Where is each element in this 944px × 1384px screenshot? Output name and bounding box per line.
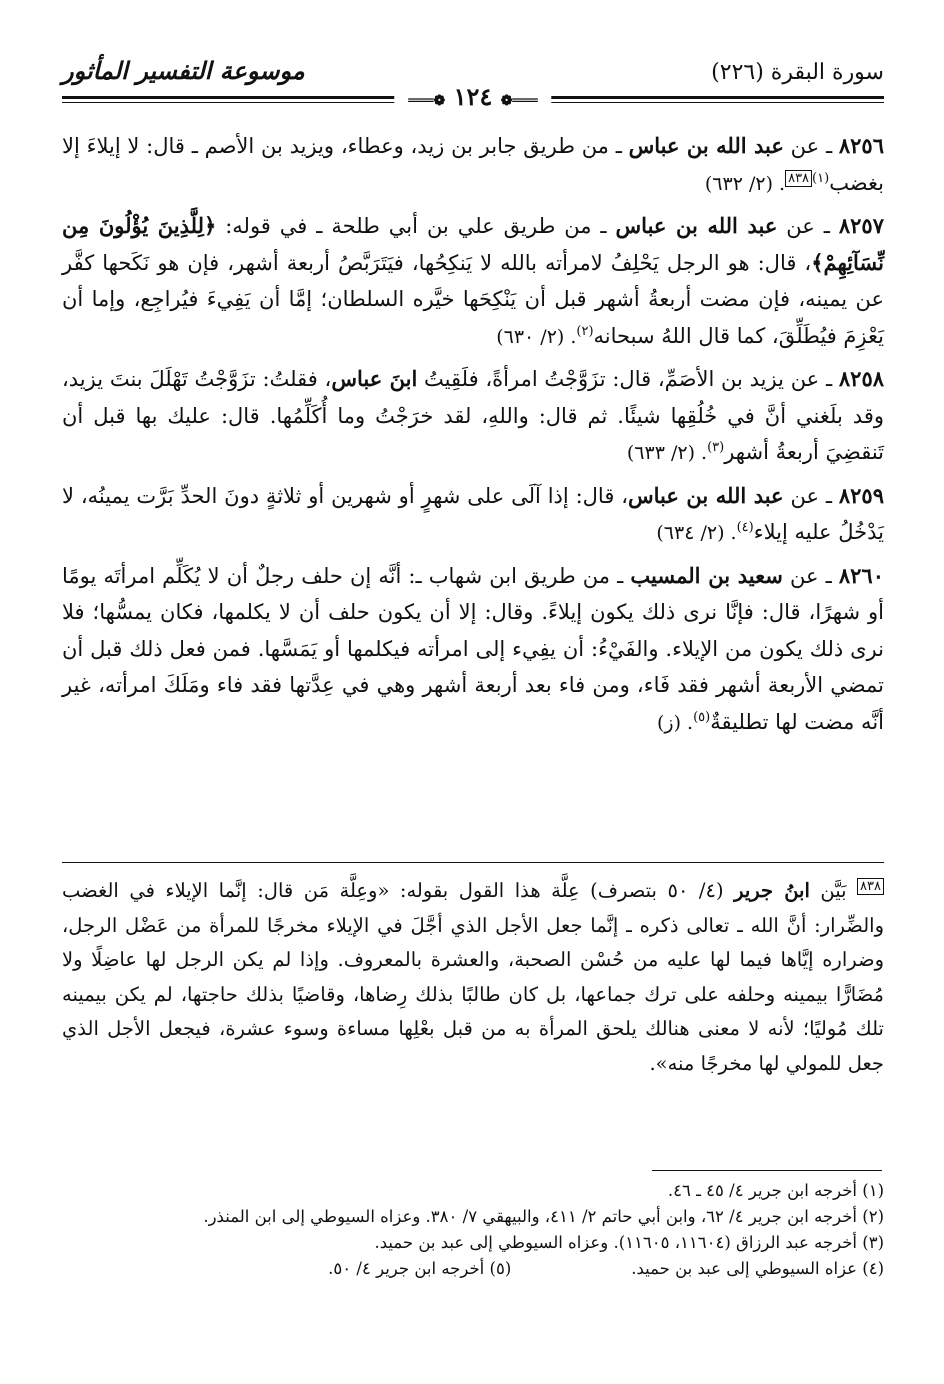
footnote-marker: (٢) (576, 323, 594, 339)
narration-text: ـ عن يزيد بن الأصَمِّ، قال: تزَوَّجْتُ امرأةً، فلَقِيتُ (417, 367, 839, 391)
narrator-name: ابنَ عباس (331, 366, 418, 391)
footnote-marker: (٥) (693, 709, 711, 725)
narration (62, 478, 884, 552)
narration-text: ـ من طريق علي بن أبي طلحة ـ في قوله: (216, 214, 616, 238)
commentary-ref-box: ٨٣٨ (857, 878, 884, 895)
narration-text: ، قال: إذا آلَى على شهرٍ أو شهرين أو ثلاثةٍ دونَ الحدِّ بَرَّت يمينُه، لا يَدْخُلُ عليه إيلاء (62, 483, 884, 544)
narration-text: ـ عن (777, 214, 839, 238)
footnote-row (62, 1256, 884, 1282)
narrator-name: عبد الله بن عباس (628, 133, 784, 158)
narration-number: ٨٢٥٩ (838, 482, 884, 508)
footnote: (٥) أخرجه ابن جرير ٤/ ٥٠. (328, 1259, 512, 1278)
quran-verse: ﴿لِلَّذِينَ يُؤْلُونَ مِن نِّسَآئِهِمْ﴾ (62, 213, 884, 275)
narration-text: ، فقلتُ: تزَوَّجْتُ تَهْلَلَ بنتَ يزيد، وقد بلَغني أنَّ في خُلُقِها شيئًا. ثم قال: واللهِ، لقد خرَجْتُ وما أُكَلِّمُها. قال: عليك بها قبل أن تَنقضِيَ أربعةُ أشهر (62, 367, 884, 464)
source-ref: . (ز) (657, 711, 694, 734)
book-title: موسوعة التفسير المأثور (62, 56, 305, 85)
commentary-text: (٤/ ٥٠ بتصرف) عِلَّة هذا القول بقوله: «وعِلَّة مَن قال: إنَّما الإيلاء في الغضب والضِّرار: أنَّ الله ـ تعالى ذكره ـ إنَّما جعل الأجل الذي أجَّلَ في الإيلاء مخرجًا للمرأة من عَضْل الرجل، وضراره إيَّاها فيما لها عليه من حُسْن الصحبة، والعشرة بالمعروف. وإذا لم يكن الرجل لها عاضِلًا ولا مُضَارًّا بيمينه وحلفه على ترك جماعها، بل كان طالبًا بذلك رِضاها، وقاضيًا بذلك حاجتها، لم يكن بيمينه تلك مُوليًا؛ لأنه لا معنى هنالك يلحق المرأة به من قبل بعْلِها مساءة وسوء عشرة، فيجعل الأجل الذي جعل للمولي لها مخرجًا منه». (62, 879, 884, 1075)
surah-title: سورة البقرة (٢٢٦) (711, 60, 884, 85)
footnote-marker: (٣) (707, 440, 725, 455)
source-ref: . (٢/ ٦٣٠) (496, 325, 577, 348)
narration-text: ، قال: هو الرجل يَحْلِفُ لامرأته بالله لا يَنكِحُها، فيَتَرَبَّصُ أربعة أشهر، فإن هو نَكَحها كفَّر عن يمينه، فإن مضت أربعةُ أشهر قبل أن يَنْكِحَها خيَّره السلطان؛ إمَّا أن يَفِيءَ فيُراجِع، وإما أن يَعْزِمَ فيُطَلِّقَ، كما قال اللهُ سبحانه (62, 250, 884, 348)
footnote: (٤) عزاه السيوطي إلى عبد بن حميد. (631, 1259, 884, 1278)
narration-text: ـ عن (782, 563, 839, 588)
narrator-name: عبد الله بن عباس (615, 213, 778, 238)
section-divider (62, 862, 884, 863)
scholar-name: ابنُ جرير (734, 879, 810, 902)
narration-text: ـ من طريق جابر بن زيد، وعطاء، ويزيد بن الأصم ـ قال: لا إيلاءَ إلا بغضب (62, 134, 884, 195)
page-number-block (394, 82, 551, 111)
commentary-note (62, 874, 884, 1081)
narrator-name: سعيد بن المسيب (630, 562, 783, 588)
narration-number: ٨٢٦٠ (838, 562, 884, 588)
narration-text: ـ من طريق ابن شهاب ـ: أنَّه إن حلف رجلٌ أن لا يُكَلِّم امرأتَه يومًا أو شهرًا، قال: فإنَّا نرى ذلك يكون إيلاءً. وقال: إلا أن يكون حلف أن لا يكلمها، فكان يمسُّها؛ فلا نرى ذلك يكون من الإيلاء. والفَيْءُ: أن يفِيء إلى امرأته فيكلمها أو يَمَسَّها. فمن فعل ذلك قبل أن تمضي الأربعة أشهر فقد فَاء، ومن فاء بعد أربعة أشهر وهي في عِدَّتها فقد فاء ومَلَكَ امرأته، غير أنَّه مضت لها تطليقةٌ (62, 563, 884, 734)
narrator-name: عبد الله بن عباس (628, 482, 784, 508)
narration-number: ٨٢٥٧ (838, 213, 884, 238)
ornament-icon: ❁═══ (408, 93, 446, 109)
narrations (62, 128, 884, 747)
narration (62, 558, 884, 742)
commentary-ref-box: ٨٣٨ (785, 170, 812, 187)
narration (62, 208, 884, 355)
source-ref: . (٢/ ٦٣٣) (626, 442, 708, 464)
source-ref: . (٢/ ٦٣٢) (704, 172, 786, 195)
footnote: (١) أخرجه ابن جرير ٤/ ٤٥ ـ ٤٦. (667, 1181, 884, 1200)
footnote-marker: (١) (812, 170, 830, 186)
footnote: (٢) أخرجه ابن جرير ٤/ ٦٢، وابن أبي حاتم ٢/ ٤١١، والبيهقي ٧/ ٣٨٠. وعزاه السيوطي إلى ابن المنذر. (203, 1207, 884, 1226)
narration (62, 128, 884, 202)
source-ref: . (٢/ ٦٣٤) (656, 522, 737, 544)
footnote: (٣) أخرجه عبد الرزاق (١١٦٠٤، ١١٦٠٥). وعزاه السيوطي إلى عبد بن حميد. (374, 1233, 884, 1252)
narration-text: ـ عن (783, 483, 839, 508)
narration-number: ٨٢٥٨ (838, 366, 885, 391)
commentary-text: بَيَّن (809, 879, 858, 902)
ornament-icon: ═══❁ (500, 93, 538, 109)
page-number: ١٢٤ (453, 82, 493, 111)
narration-number: ٨٢٥٦ (838, 133, 884, 158)
page-header (62, 52, 884, 112)
footnote-divider (652, 1170, 882, 1171)
footnote-marker: (٤) (736, 520, 754, 535)
narration-text: ـ عن (783, 134, 839, 158)
narration (62, 361, 884, 472)
footnotes (62, 1178, 884, 1282)
